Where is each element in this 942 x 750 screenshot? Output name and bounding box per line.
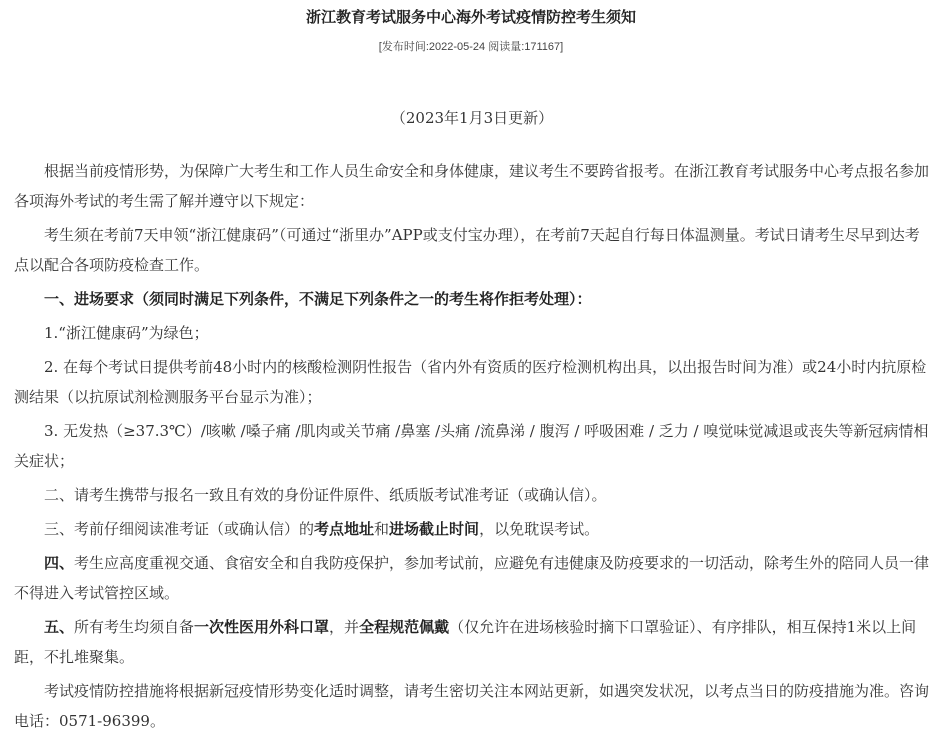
section3-bold-address: 考点地址 <box>314 520 375 538</box>
section1-heading: 一、进场要求（须同时满足下列条件，不满足下列条件之一的考生将作拒考处理）： <box>44 290 592 308</box>
section4-number: 四、 <box>44 554 75 572</box>
requirement-3: 3. 无发热（≥37.3℃）/咳嗽 /嗓子痛 /肌肉或关节痛 /鼻塞 /头痛 /流鼻涕 / 腹泻 / 呼吸困难 / 乏力 / 嗅觉味觉减退或丧失等新冠病情相关症状； <box>14 422 929 470</box>
section5-bold-mask: 一次性医用外科口罩 <box>194 618 330 636</box>
update-note: （2023年1月3日更新） <box>390 109 554 127</box>
section4-text: 考生应高度重视交通、食宿安全和自我防疫保护，参加考试前，应避免有违健康及防疫要求的一切活动，除考生外的陪同人员一律不得进入考试管控区域。 <box>14 554 930 602</box>
article-content <box>14 103 930 740</box>
section2-paragraph: 二、请考生携带与报名一致且有效的身份证件原件、纸质版考试准考证（或确认信）。 <box>44 486 607 504</box>
section3-mid: 和 <box>374 520 390 538</box>
requirement-2: 2. 在每个考试日提供考前48小时内的核酸检测阴性报告（省内外有资质的医疗检测机构出具，以出报告时间为准）或24小时内抗原检测结果（以抗原试剂检测服务平台显示为准）； <box>14 358 927 406</box>
intro-paragraph: 根据当前疫情形势，为保障广大考生和工作人员生命安全和身体健康，建议考生不要跨省报考。在浙江教育考试服务中心考点报名参加各项海外考试的考生需了解并遵守以下规定： <box>14 162 930 210</box>
article-title: 浙江教育考试服务中心海外考试疫情防控考生须知 <box>305 9 636 26</box>
section5-paragraph <box>14 612 930 672</box>
requirement-1: 1.“浙江健康码”为绿色； <box>44 324 209 342</box>
section3-suffix: ，以免耽误考试。 <box>479 520 600 538</box>
notice-paragraph: 考生须在考前7天申领“浙江健康码”（可通过“浙里办”APP或支付宝办理），在考前7天起自行每日体温测量。考试日请考生尽早到达考点以配合各项防疫检查工作。 <box>14 226 920 274</box>
section5-text3: （仅允许在进场核验时摘下口罩验证）、有序排队，相互保持1米以上间距，不扎堆聚集。 <box>14 618 917 666</box>
closing-paragraph: 考试疫情防控措施将根据新冠疫情形势变化适时调整，请考生密切关注本网站更新，如遇突发状况，以考点当日的防疫措施为准。咨询电话：0571-96399。 <box>14 682 930 730</box>
publish-meta: [发布时间:2022-05-24 阅读量:171167] <box>378 41 564 53</box>
section3-paragraph <box>14 514 930 544</box>
section5-text2: ，并 <box>329 618 360 636</box>
section5-bold-wear: 全程规范佩戴 <box>359 618 450 636</box>
section5-text1: 所有考生均须自备 <box>74 618 195 636</box>
section5-number: 五、 <box>44 618 75 636</box>
section3-prefix: 三、考前仔细阅读准考证（或确认信）的 <box>44 520 315 538</box>
section4-paragraph <box>14 548 930 608</box>
section3-bold-deadline: 进场截止时间 <box>389 520 480 538</box>
